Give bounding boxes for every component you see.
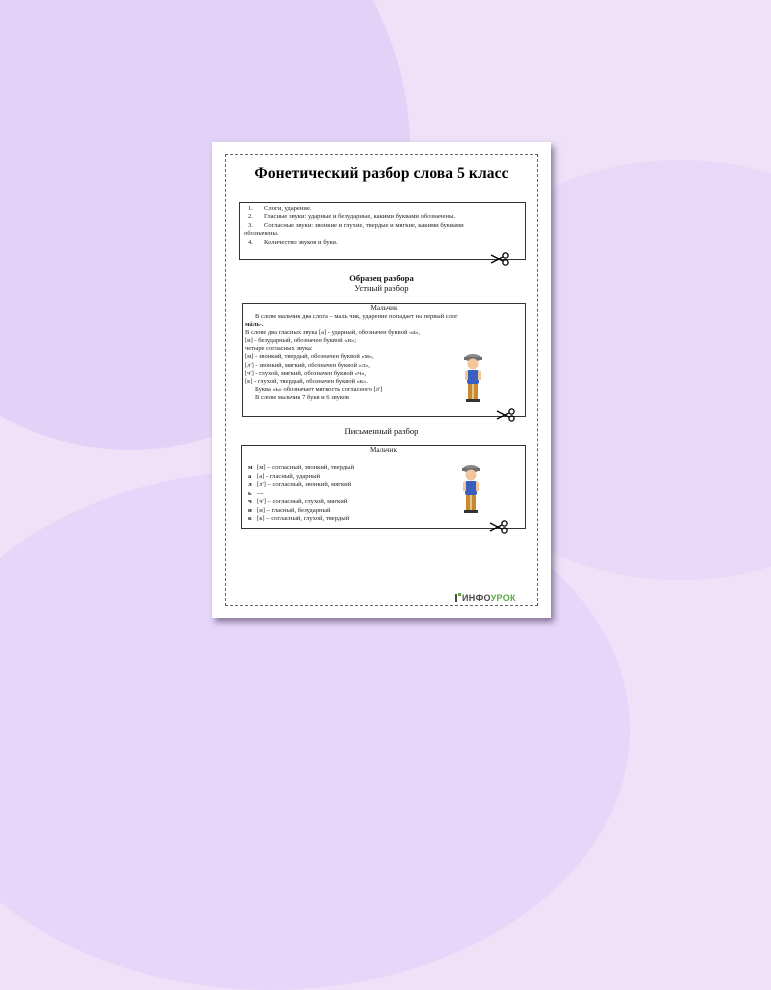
oral-line: В слове мальчик 7 букв и 6 звуков [255, 393, 349, 401]
oral-line: [ч'] - глухой, мягкий, обозначен буквой «ч», [245, 369, 367, 377]
written-heading: Письменный разбор [344, 426, 419, 436]
infourok-logo-icon [455, 593, 461, 602]
written-row: л [л'] – согласный, звонкий, мягкий [248, 481, 352, 488]
oral-heading: Устный разбор [354, 283, 409, 293]
plan-item: 3. Согласные звуки: звонкие и глухие, твердые и мягкие, какими буквами [248, 221, 464, 229]
written-box-title: Мальчик [370, 446, 397, 454]
boy-illustration [458, 462, 484, 516]
oral-line: [м] - звонкий, твердый, обозначен буквой «м», [245, 353, 374, 361]
plan-item: обозначены. [244, 230, 279, 238]
written-row: а [а] - гласный, ударный [248, 472, 321, 480]
infourok-logo: ИНФОУРОК [455, 593, 516, 603]
oral-line: мáль-. [245, 321, 264, 329]
plan-item: 2. Гласные звуки: ударные и безударные, какими буквами обозначены. [248, 213, 456, 221]
worksheet-page [212, 142, 551, 618]
oral-box-title: Мальчик [370, 304, 398, 312]
sample-heading: Образец разбора [349, 273, 414, 283]
oral-line: В слове два гласных звука [а] - ударный, обозначен буквой «а», [245, 329, 421, 337]
plan-item: 1. Слоги, ударение. [248, 205, 312, 212]
oral-line: Буква «ь» обозначает мягкость согласного [л'] [255, 385, 383, 393]
oral-line: В слове мальчик два слога – маль чик, ударение попадает на первый слог [255, 313, 458, 320]
page-title: Фонетический разбор слова 5 класс [254, 165, 509, 182]
scissors-icon [490, 252, 510, 266]
boy-illustration [460, 351, 486, 405]
written-row: ч [ч'] – согласный, глухой, мягкий [248, 498, 348, 505]
scissors-icon [489, 520, 509, 534]
written-row: м [м] – согласный, звонкий, твердый [248, 464, 355, 471]
written-row: к [к] – согласный, глухой, твердый [248, 515, 350, 522]
analysis-plan-box [239, 202, 526, 260]
oral-line: [к] - глухой, твердый, обозначен буквой «к». [245, 377, 368, 385]
written-row: ь --- [248, 489, 264, 497]
plan-item: 4. Количество звуков и букв. [248, 238, 338, 246]
oral-line: [и] - безударный, обозначен буквой «и»; [245, 337, 357, 345]
scissors-icon [496, 408, 516, 422]
written-row: и [и] – гласный, безударный [248, 506, 331, 514]
oral-line: [л'] - звонкий, мягкий, обозначен буквой «л», [245, 361, 370, 369]
oral-line: четыре согласных звука: [245, 345, 313, 353]
